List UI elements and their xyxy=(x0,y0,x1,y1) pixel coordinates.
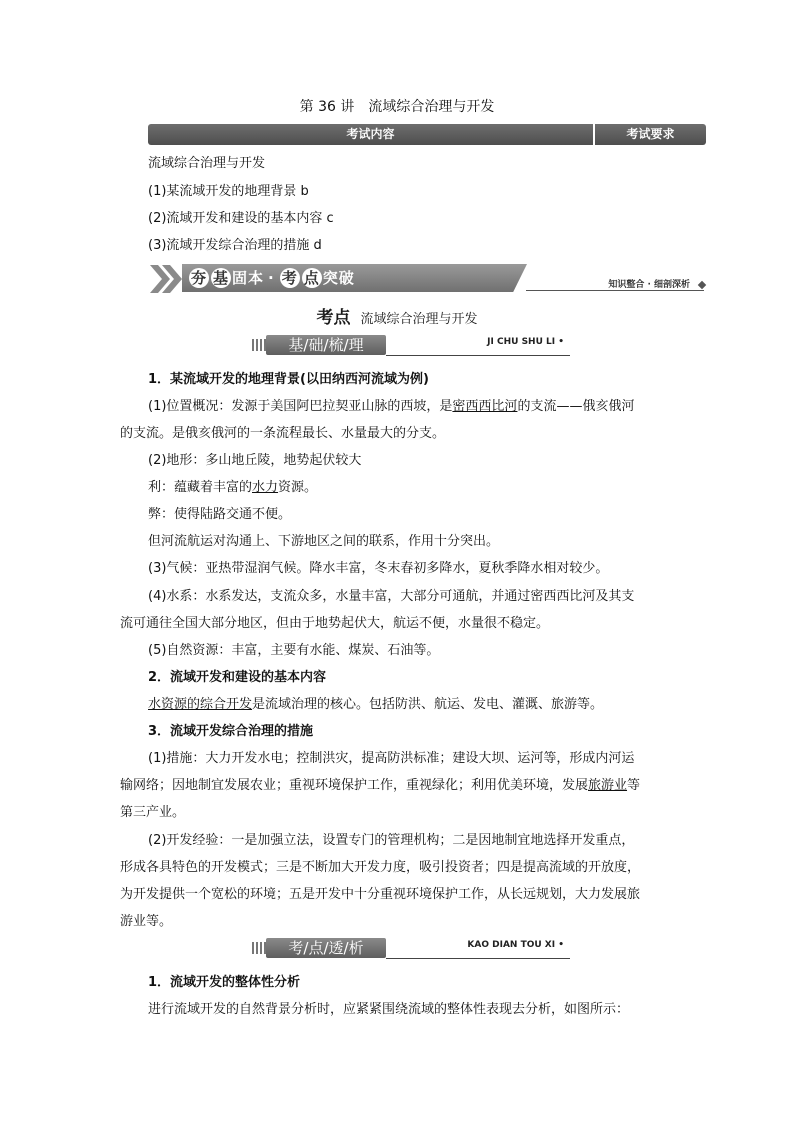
section-analysis-pinyin: KAO DIAN TOU XI • xyxy=(467,940,564,950)
exam-requirements-table xyxy=(148,124,706,145)
paragraph-line: 第三产业。 xyxy=(120,805,186,820)
paragraph-line xyxy=(148,395,634,414)
paragraph-line: (2)地形：多山地丘陵，地势起伏较大 xyxy=(148,453,362,468)
underlined-term: 密西西比河 xyxy=(452,399,518,414)
paragraph-line: (2)开发经验：一是加强立法，设置专门的管理机构；二是因地制宜地选择开发重点， xyxy=(148,833,635,848)
banner-subtitle: 知识整合 · 细剖深析 xyxy=(608,280,690,290)
text-span: 等 xyxy=(627,778,641,793)
section-analysis-tab: 考/点/透/析 xyxy=(266,938,386,958)
paragraph-line: (1)措施：大力开发水电；控制洪灾，提高防洪标准；建设大坝、运河等，形成内河运 xyxy=(148,751,635,766)
text-span: 资源。 xyxy=(278,480,318,495)
section-basics-banner xyxy=(252,335,570,355)
paragraph-line: 为开发提供一个宽松的环境；五是开发中十分重视环境保护工作，从长远规划，大力发展旅 xyxy=(120,887,641,902)
underlined-term: 旅游业 xyxy=(588,778,628,793)
paragraph-line: 流可通往全国大部分地区，但由于地势起伏大，航运不便，水量很不稳定。 xyxy=(120,616,550,631)
paragraph-line: (5)自然资源：丰富，主要有水能、煤炭、石油等。 xyxy=(148,643,440,658)
paragraph-line: 但河流航运对沟通上、下游地区之间的联系，作用十分突出。 xyxy=(148,534,500,549)
heading: 1．某流域开发的地理背景(以田纳西河流域为例) xyxy=(148,372,429,387)
paragraph-line: (3)气候：亚热带湿润气候。降水丰富，冬末春初多降水，夏秋季降水相对较少。 xyxy=(148,561,609,576)
paragraph-line: 的支流。是俄亥俄河的一条流程最长、水量最大的分支。 xyxy=(120,426,446,441)
kaodian-heading xyxy=(0,303,794,328)
paragraph-line xyxy=(120,774,640,793)
paragraph-line xyxy=(148,693,603,712)
banner-stripes-icon xyxy=(148,265,184,293)
section-basics-tab: 基/础/梳/理 xyxy=(266,335,386,355)
paragraph-line: 进行流域开发的自然背景分析时，应紧紧围绕流域的整体性表现去分析，如图所示： xyxy=(148,1002,630,1017)
paragraph-line xyxy=(148,476,317,495)
banner-circle-char: 点 xyxy=(303,269,320,287)
exam-content-header: 考试内容 xyxy=(148,124,593,145)
heading: 3．流域开发综合治理的措施 xyxy=(148,724,314,739)
banner-dot: · xyxy=(268,269,275,287)
section-basics-pinyin: JI CHU SHU LI • xyxy=(487,337,564,347)
lecture-number: 第 36 讲 xyxy=(299,99,355,115)
diamond-icon xyxy=(698,281,706,289)
banner-text: 突破 xyxy=(322,269,355,287)
exam-row: 流域综合治理与开发 xyxy=(148,156,266,171)
text-span: 是流域治理的核心。包括防洪、航运、发电、灌溉、旅游等。 xyxy=(252,697,604,712)
banner-circle-char: 夯 xyxy=(190,269,207,287)
banner-circle-char: 考 xyxy=(281,269,298,287)
exam-row: (1)某流域开发的地理背景 b xyxy=(148,184,309,199)
dash-pattern-icon xyxy=(252,942,266,954)
exam-row: (2)流域开发和建设的基本内容 c xyxy=(148,211,334,226)
banner-rule xyxy=(526,290,704,291)
paragraph-line: 形成各具特色的开发模式；三是不断加大开发力度，吸引投资者；四是提高流域的开放度， xyxy=(120,860,641,875)
text-span: 输网络；因地制宜发展农业；重视环境保护工作，重视绿化；利用优美环境，发展 xyxy=(120,778,589,793)
banner-title xyxy=(188,267,355,289)
banner-circle-char: 基 xyxy=(212,269,229,287)
text-span: 的支流——俄亥俄河 xyxy=(517,399,635,414)
heading: 2．流域开发和建设的基本内容 xyxy=(148,670,327,685)
exam-row: (3)流域开发综合治理的措施 d xyxy=(148,238,322,253)
dash-pattern-icon xyxy=(252,339,266,351)
paragraph-line: 弊：使得陆路交通不便。 xyxy=(148,507,292,522)
kaodian-label: 考点 xyxy=(316,308,351,328)
paragraph-line: (4)水系：水系发达，支流众多，水量丰富，大部分可通航，并通过密西西比河及其支 xyxy=(148,589,635,604)
heading: 1．流域开发的整体性分析 xyxy=(148,975,301,990)
banner-text: 固本 xyxy=(232,269,265,287)
underlined-term: 水资源的综合开发 xyxy=(148,697,253,712)
kaodian-topic: 流域综合治理与开发 xyxy=(360,312,478,327)
text-span: 利：蕴藏着丰富的 xyxy=(148,480,253,495)
paragraph-line: 游业等。 xyxy=(120,914,173,929)
lecture-topic: 流域综合治理与开发 xyxy=(368,99,495,115)
text-span: (1)位置概况：发源于美国阿巴拉契亚山脉的西坡，是 xyxy=(148,399,453,414)
section-banner xyxy=(148,263,708,295)
underlined-term: 水力 xyxy=(252,480,279,495)
page-title xyxy=(0,96,794,116)
section-analysis-banner xyxy=(252,938,570,958)
exam-requirement-header: 考试要求 xyxy=(595,124,706,145)
